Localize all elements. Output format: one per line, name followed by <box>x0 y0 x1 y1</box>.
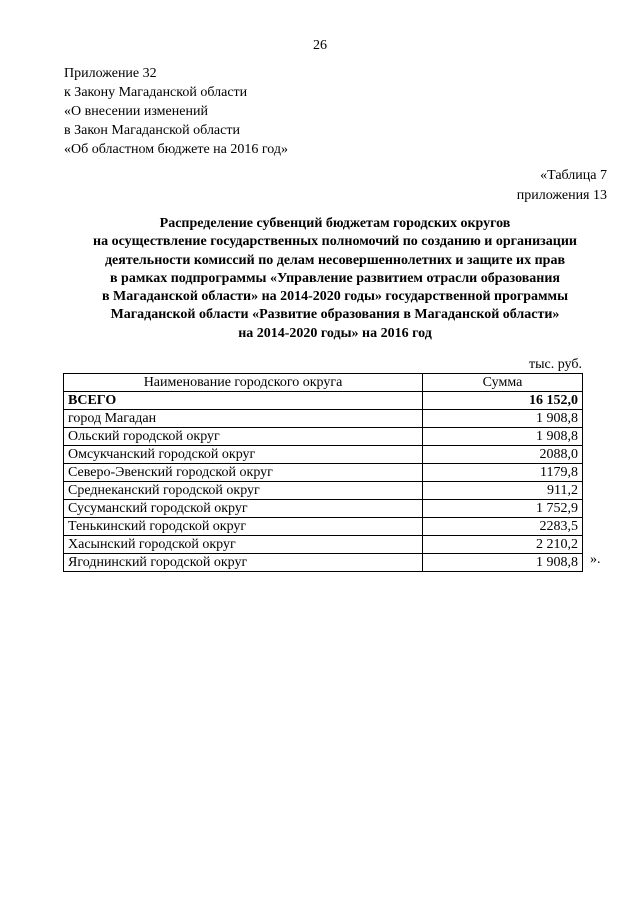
table-header-row <box>64 374 583 392</box>
table-row <box>64 446 583 464</box>
row-sum: 2 210,2 <box>423 536 583 554</box>
row-name: Среднеканский городской округ <box>64 482 423 500</box>
row-sum: 1 752,9 <box>423 500 583 518</box>
table-reference <box>517 166 607 206</box>
subsidy-table <box>63 373 583 572</box>
appendix-line: «О внесении изменений <box>64 104 208 119</box>
closing-quote: ». <box>590 552 601 567</box>
title-line: в рамках подпрограммы «Управление развитием отрасли образования <box>109 270 561 286</box>
document-title <box>40 215 630 343</box>
appendix-line: Приложение 32 <box>64 66 157 81</box>
table-row <box>64 482 583 500</box>
appendix-line: к Закону Магаданской области <box>64 85 248 100</box>
row-name: Сусуманский городской округ <box>64 500 423 518</box>
table-row <box>64 554 583 572</box>
total-sum: 16 152,0 <box>423 392 583 410</box>
title-line: на 2014-2020 годы» на 2016 год <box>238 325 432 341</box>
table-row <box>64 428 583 446</box>
table-row <box>64 518 583 536</box>
row-sum: 911,2 <box>423 482 583 500</box>
table-ref-line: приложения 13 <box>516 188 607 203</box>
row-sum: 2088,0 <box>423 446 583 464</box>
row-name: Северо-Эвенский городской округ <box>64 464 423 482</box>
title-line: в Магаданской области» на 2014-2020 годы» государственной программы <box>101 289 569 305</box>
header-name: Наименование городского округа <box>64 374 423 392</box>
table-row <box>64 410 583 428</box>
appendix-line: «Об областном бюджете на 2016 год» <box>64 142 288 157</box>
row-sum: 1 908,8 <box>423 428 583 446</box>
row-name: Хасынский городской округ <box>64 536 423 554</box>
total-name: ВСЕГО <box>64 392 423 410</box>
row-sum: 2283,5 <box>423 518 583 536</box>
row-name: Тенькинский городской округ <box>64 518 423 536</box>
title-line: на осуществление государственных полномочий по созданию и организации <box>93 234 577 250</box>
title-line: Магаданской области «Развитие образования в Магаданской области» <box>110 307 560 323</box>
row-name: город Магадан <box>64 410 423 428</box>
row-name: Ольский городской округ <box>64 428 423 446</box>
header-sum: Сумма <box>423 374 583 392</box>
page-number: 26 <box>313 38 327 53</box>
row-sum: 1 908,8 <box>423 410 583 428</box>
appendix-block <box>64 64 288 159</box>
row-sum: 1 908,8 <box>423 554 583 572</box>
table-row <box>64 536 583 554</box>
unit-label: тыс. руб. <box>529 357 582 372</box>
title-line: деятельности комиссий по делам несовершеннолетних и защите их прав <box>104 252 566 268</box>
table-ref-line: «Таблица 7 <box>540 168 607 183</box>
table-row <box>64 464 583 482</box>
row-name: Омсукчанский городской округ <box>64 446 423 464</box>
appendix-line: в Закон Магаданской области <box>64 123 240 138</box>
row-sum: 1179,8 <box>423 464 583 482</box>
table-row <box>64 500 583 518</box>
total-row <box>64 392 583 410</box>
row-name: Ягоднинский городской округ <box>64 554 423 572</box>
title-line: Распределение субвенций бюджетам городских округов <box>159 216 511 231</box>
